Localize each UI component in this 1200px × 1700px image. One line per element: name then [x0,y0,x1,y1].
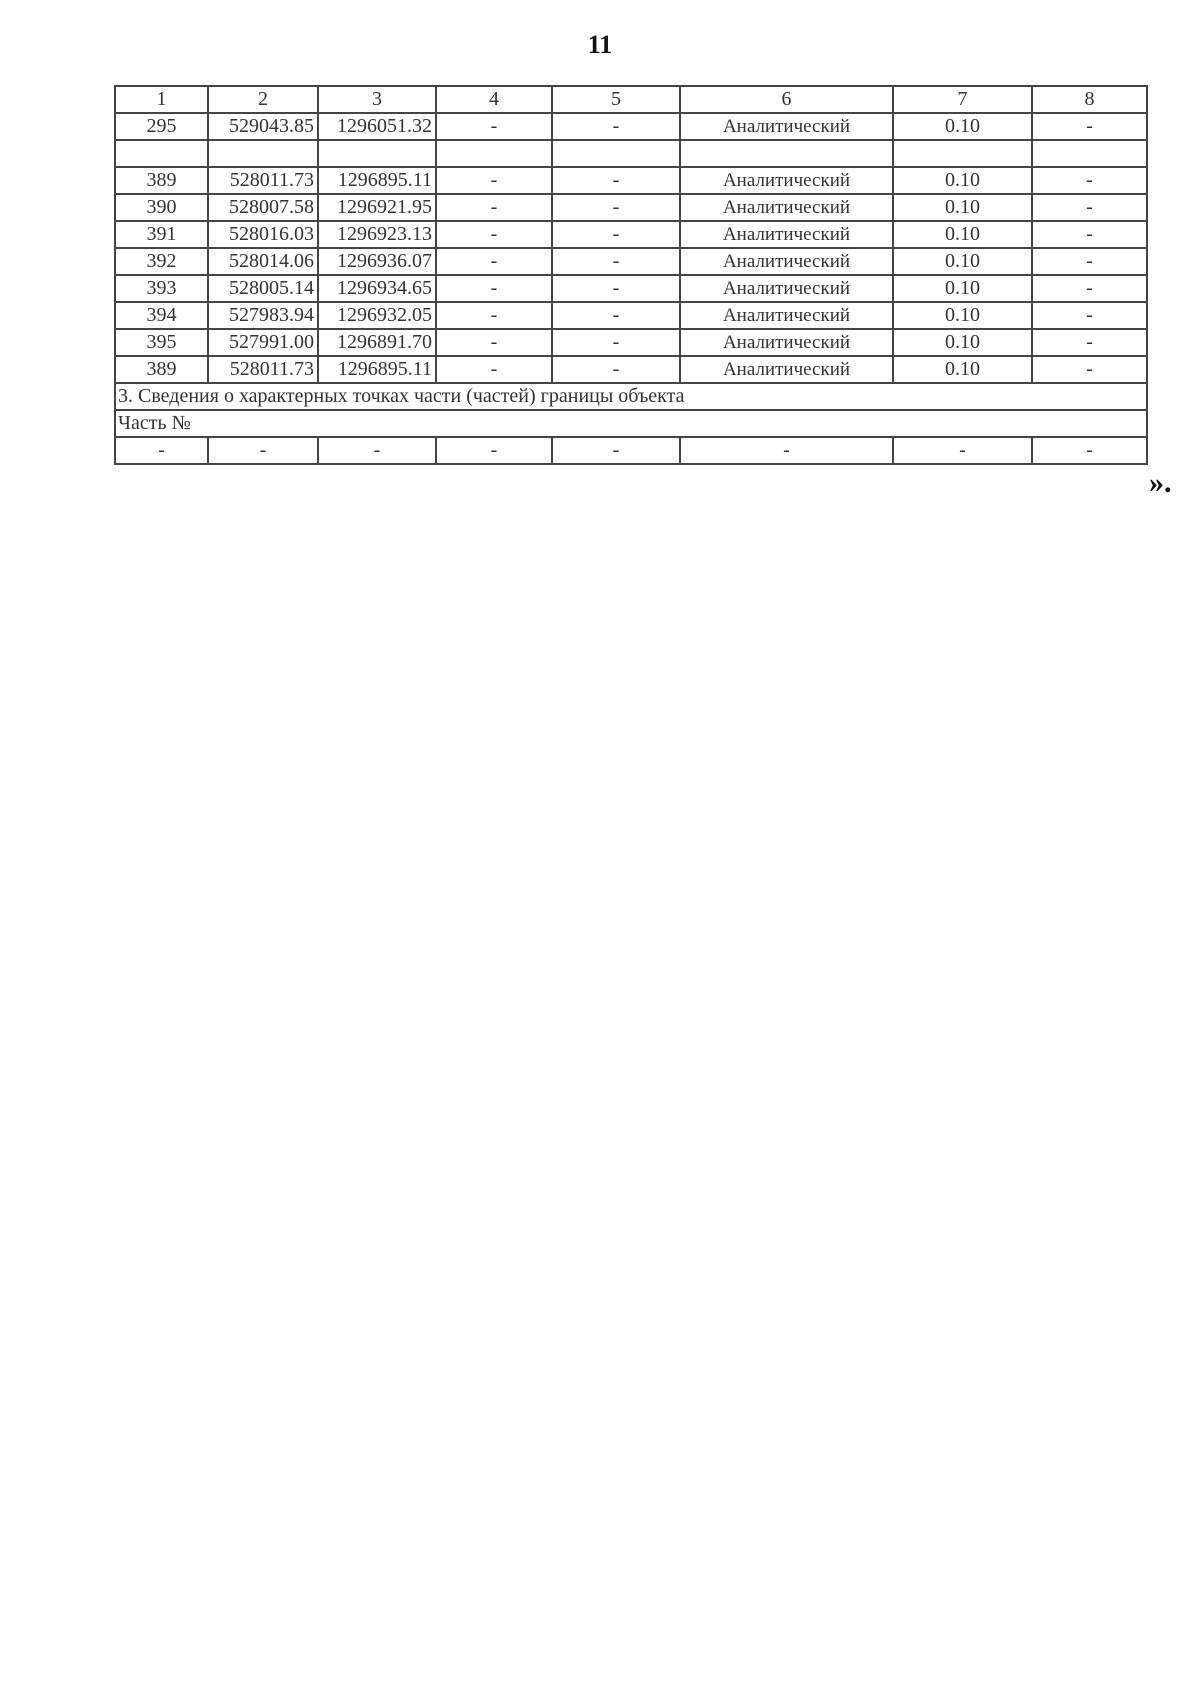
table-cell: - [552,329,680,356]
table-row [115,194,1147,221]
table-cell: - [552,221,680,248]
table-cell: - [552,275,680,302]
table-cell: Аналитический [680,275,893,302]
table-cell: - [436,356,552,383]
table-cell: Аналитический [680,113,893,140]
table-cell: - [1032,329,1147,356]
column-header: 7 [893,86,1032,113]
table-cell: 391 [115,221,208,248]
table-row [115,221,1147,248]
table-cell: - [436,221,552,248]
table-cell: - [1032,194,1147,221]
table-cell: - [552,302,680,329]
table-body [115,86,1147,464]
table-cell: 1296934.65 [318,275,436,302]
table-cell: - [552,248,680,275]
table-cell: 0.10 [893,329,1032,356]
column-header: 1 [115,86,208,113]
table-row [115,113,1147,140]
table-cell [318,140,436,167]
table-cell: Аналитический [680,302,893,329]
column-header: 2 [208,86,318,113]
page-number: 11 [587,30,613,59]
column-header-row [115,86,1147,113]
table-cell [115,140,208,167]
section3-data-row [115,437,1147,464]
table-cell [552,140,680,167]
coordinates-table [114,85,1148,465]
table-cell: - [1032,248,1147,275]
table-cell: - [1032,221,1147,248]
table-cell: 389 [115,356,208,383]
table-cell: 1296891.70 [318,329,436,356]
table-cell: 529043.85 [208,113,318,140]
table-row [115,275,1147,302]
table-cell: 1296932.05 [318,302,436,329]
table-cell: 528014.06 [208,248,318,275]
table-row [115,248,1147,275]
table-cell: - [1032,113,1147,140]
table-cell: 1296936.07 [318,248,436,275]
table-cell: - [1032,356,1147,383]
table-cell: 528005.14 [208,275,318,302]
table-cell: - [115,437,208,464]
table-cell [436,140,552,167]
table-cell: 0.10 [893,302,1032,329]
column-header: 4 [436,86,552,113]
table-cell [893,140,1032,167]
table-cell: - [436,167,552,194]
table-cell: 527983.94 [208,302,318,329]
section3-part-label: Часть № [115,410,1147,437]
column-header: 5 [552,86,680,113]
table-cell: Аналитический [680,167,893,194]
table-cell: 0.10 [893,167,1032,194]
table-cell: - [1032,437,1147,464]
table-cell: 0.10 [893,248,1032,275]
table-cell: 0.10 [893,221,1032,248]
table-cell: 528011.73 [208,356,318,383]
table-cell: 395 [115,329,208,356]
table-cell: - [893,437,1032,464]
table-cell: - [436,248,552,275]
blank-row [115,140,1147,167]
table-cell: - [436,113,552,140]
table-row [115,329,1147,356]
section3-title: 3. Сведения о характерных точках части (частей) границы объекта [115,383,1147,410]
column-header: 8 [1032,86,1147,113]
table-cell: 527991.00 [208,329,318,356]
section3-part-row [115,410,1147,437]
table-cell: - [552,437,680,464]
column-header: 3 [318,86,436,113]
table-row [115,167,1147,194]
table-cell: 1296895.11 [318,356,436,383]
table-cell: - [1032,275,1147,302]
table-cell: 528007.58 [208,194,318,221]
table-row [115,356,1147,383]
table-cell: 389 [115,167,208,194]
table-cell: Аналитический [680,194,893,221]
table-cell: - [208,437,318,464]
column-header: 6 [680,86,893,113]
table-cell: 394 [115,302,208,329]
table-cell: - [1032,302,1147,329]
coordinates-table-container [114,85,1146,465]
table-cell: Аналитический [680,329,893,356]
table-cell: 393 [115,275,208,302]
table-cell: 0.10 [893,194,1032,221]
table-cell [208,140,318,167]
table-cell: 1296921.95 [318,194,436,221]
table-cell: - [436,437,552,464]
table-cell: - [436,302,552,329]
table-cell: 1296923.13 [318,221,436,248]
closing-quote-mark: ». [1149,466,1172,499]
table-cell: Аналитический [680,248,893,275]
table-cell: - [1032,167,1147,194]
table-cell: 390 [115,194,208,221]
table-cell: - [552,167,680,194]
table-cell: 0.10 [893,113,1032,140]
table-cell [680,140,893,167]
table-cell: - [552,113,680,140]
section3-title-row [115,383,1147,410]
table-cell: 528016.03 [208,221,318,248]
table-cell: - [436,275,552,302]
table-cell: 1296051.32 [318,113,436,140]
table-cell: 0.10 [893,275,1032,302]
table-cell: 0.10 [893,356,1032,383]
table-cell: Аналитический [680,221,893,248]
table-cell: - [436,194,552,221]
table-cell [1032,140,1147,167]
table-cell: 295 [115,113,208,140]
table-cell: 1296895.11 [318,167,436,194]
table-cell: - [680,437,893,464]
table-cell: Аналитический [680,356,893,383]
table-cell: - [552,356,680,383]
table-cell: - [436,329,552,356]
table-cell: - [552,194,680,221]
table-cell: 528011.73 [208,167,318,194]
table-cell: - [318,437,436,464]
table-cell: 392 [115,248,208,275]
table-row [115,302,1147,329]
